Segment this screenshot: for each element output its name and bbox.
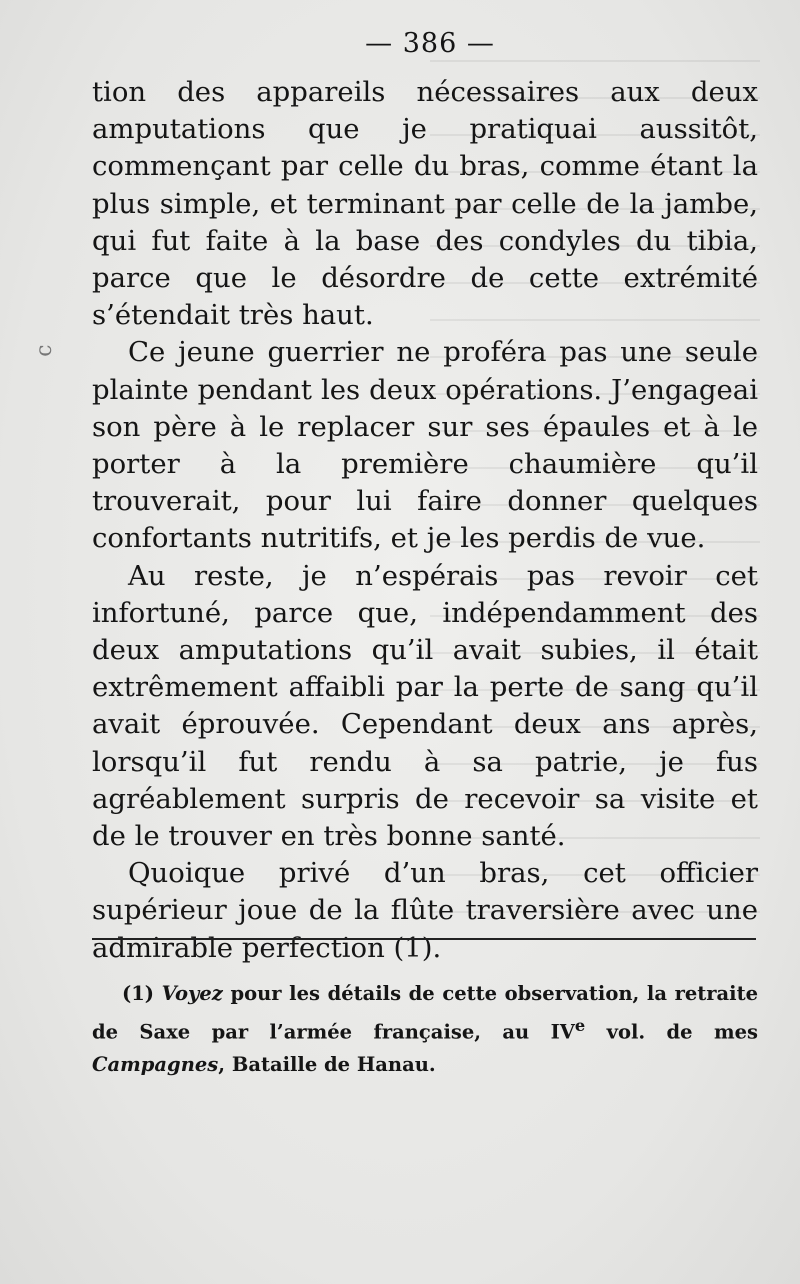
footnote-ref: Voyez (161, 982, 223, 1005)
paragraph: tion des appareils nécessaires aux deux amputations que je pratiquai aussitôt, commençant par celle du bras, comme étant la plus simple, et terminant par celle de la jambe, qui fut faite à la base des condyles du tibia, parce que le désordre de cette extrémité s’étendait très haut. (92, 76, 758, 332)
paragraph: Ce jeune guerrier ne proféra pas une seule plainte pendant les deux opérations. J’engageai son père à le replacer sur ses épaules et à le porter à la première chaumière qu’il trouverait, pour lui faire donner quelques confortants nutritifs, et je les perdis de vue. (92, 336, 758, 555)
margin-mark: ɔ (33, 344, 59, 357)
footnote-text: pour les détails de cette observation, la retraite de Saxe par l’armée française, au IV (92, 982, 758, 1044)
footnote-book-title: Campagnes (92, 1052, 219, 1076)
paragraph: Quoique privé d’un bras, cet officier supérieur joue de la flûte traversière avec une admirable perfection (1). (92, 857, 758, 964)
footnote-paragraph (92, 978, 758, 1081)
page-number: — 386 — (365, 28, 495, 59)
body-text (92, 74, 758, 967)
footnote-marker: (1) (122, 982, 155, 1005)
footnote-superscript: e (574, 1016, 586, 1035)
footnote-text: , Bataille de Hanau. (218, 1052, 436, 1076)
paragraph: Au reste, je n’espérais pas revoir cet infortuné, parce que, indépendamment des deux amputations qu’il avait subies, il était extrêmement affaibli par la perte de sang qu’il avait éprouvée. Cependant deux ans après, lorsqu’il fut rendu à sa patrie, je fus agréablement surpris de recevoir sa visite et de le trouver en très bonne santé. (92, 559, 758, 853)
footnote-text: vol. de mes (585, 1020, 758, 1044)
footnote-rule (92, 938, 756, 940)
footnote (92, 978, 758, 1081)
